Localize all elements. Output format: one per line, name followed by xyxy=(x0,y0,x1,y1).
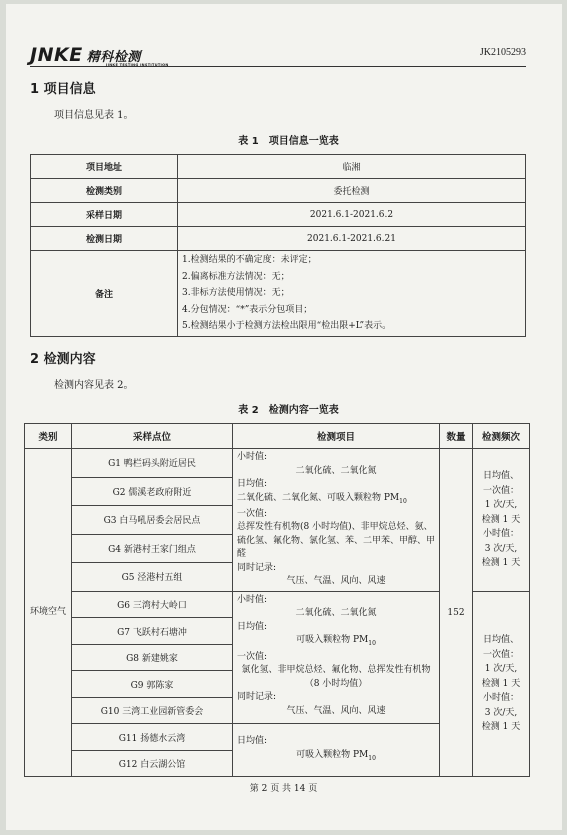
section-1-intro: 项目信息见表 1。 xyxy=(54,110,134,121)
table-cell: 2021.6.1-2021.6.21 xyxy=(178,227,526,251)
quantity-cell: 152 xyxy=(440,449,473,777)
column-header: 检测频次 xyxy=(473,424,530,449)
table-2-caption: 表 2 检测内容一览表 xyxy=(238,405,339,416)
column-header: 数量 xyxy=(440,424,473,449)
table-1-caption: 表 1 项目信息一览表 xyxy=(238,136,339,147)
category-cell: 环境空气 xyxy=(25,449,72,777)
table-cell: G4 新港村王家门组点 xyxy=(72,534,233,563)
table-cell: 检测日期 xyxy=(31,227,178,251)
table-row xyxy=(31,227,526,251)
table-cell: 委托检测 xyxy=(178,179,526,203)
company-logo: JNKE 精科检测 JINKE TESTING INSTITUTION xyxy=(30,44,169,67)
report-number: JK2105293 xyxy=(479,47,526,58)
table-cell: G6 三湾村大岭口 xyxy=(72,591,233,618)
note-item: 1.检测结果的不确定度：未评定； xyxy=(182,255,317,265)
note-item: 3.非标方法使用情况：无； xyxy=(182,288,290,298)
items-group-2: 小时值: 二氧化硫、二氧化氮 日均值: 可吸入颗粒物 $PM_{10}$ 一次值: 氯化氢、非甲烷总烃、氟化物、总挥发性有机物（8 小时均值） 同时记录: 气压、气温、风向、风速 xyxy=(233,591,440,724)
table-cell: 检测类别 xyxy=(31,179,178,203)
items-group-3: 日均值: 可吸入颗粒物 $PM_{10}$ xyxy=(233,724,440,777)
frequency-group-2: 日均值、 一次值： 1 次/天, 检测 1 天 小时值： 3 次/天, 检测 1 天 xyxy=(473,591,530,777)
table-row xyxy=(31,155,526,179)
table-row xyxy=(25,449,530,478)
table-cell: 2021.6.1-2021.6.2 xyxy=(178,203,526,227)
table-cell: G9 郭陈家 xyxy=(72,671,233,698)
table-row xyxy=(31,179,526,203)
section-2-title: 2 检测内容 xyxy=(30,352,96,367)
note-item: 5.检测结果小于检测方法检出限用“检出限+L”表示。 xyxy=(182,321,392,331)
table-row xyxy=(31,251,526,337)
frequency-group-1: 日均值、 一次值： 1 次/天, 检测 1 天 小时值： 3 次/天, 检测 1 天 xyxy=(473,449,530,592)
table-row xyxy=(31,203,526,227)
column-header: 类别 xyxy=(25,424,72,449)
table-cell: G8 新建姚家 xyxy=(72,644,233,671)
table-cell: G5 泾港村五组 xyxy=(72,563,233,592)
table-cell xyxy=(178,251,526,337)
table-cell: G11 扬德水云湾 xyxy=(72,724,233,751)
table-cell: G7 飞跃村石塘冲 xyxy=(72,618,233,645)
section-2-intro: 检测内容见表 2。 xyxy=(54,380,134,391)
detection-content-table xyxy=(24,423,530,777)
note-item: 4.分包情况：“*”表示分包项目； xyxy=(182,304,313,315)
table-cell: 项目地址 xyxy=(31,155,178,179)
column-header: 检测项目 xyxy=(233,424,440,449)
table-cell: G12 白云湖公馆 xyxy=(72,750,233,777)
table-cell: 备注 xyxy=(31,251,178,337)
table-cell: G1 鸭栏码头附近居民 xyxy=(72,449,233,478)
table-cell: 采样日期 xyxy=(31,203,178,227)
note-item: 2.偏离标准方法情况：无； xyxy=(182,271,290,282)
table-header-row xyxy=(25,424,530,449)
column-header: 采样点位 xyxy=(72,424,233,449)
table-cell: 临湘 xyxy=(178,155,526,179)
items-group-1: 小时值: 二氧化硫、二氧化氮 日均值: 二氧化硫、二氧化氮、可吸入颗粒物 $PM_{10}$ 一次值: 总挥发性有机物(8 小时均值)、非甲烷总烃、氨、硫化氢、氟化物、氯化氢、苯、二甲苯、甲醇、甲醛 同时记录: 气压、气温、风向、风速 xyxy=(233,449,440,592)
page-number: 第 2 页 共 14 页 xyxy=(249,784,318,794)
table-cell: G3 白马吼居委会居民点 xyxy=(72,506,233,535)
project-info-table xyxy=(30,154,526,337)
table-cell: G2 儒溪老政府附近 xyxy=(72,477,233,506)
section-1-title: 1 项目信息 xyxy=(30,82,96,97)
table-cell: G10 三湾工业园新管委会 xyxy=(72,697,233,724)
page-header xyxy=(30,40,526,67)
